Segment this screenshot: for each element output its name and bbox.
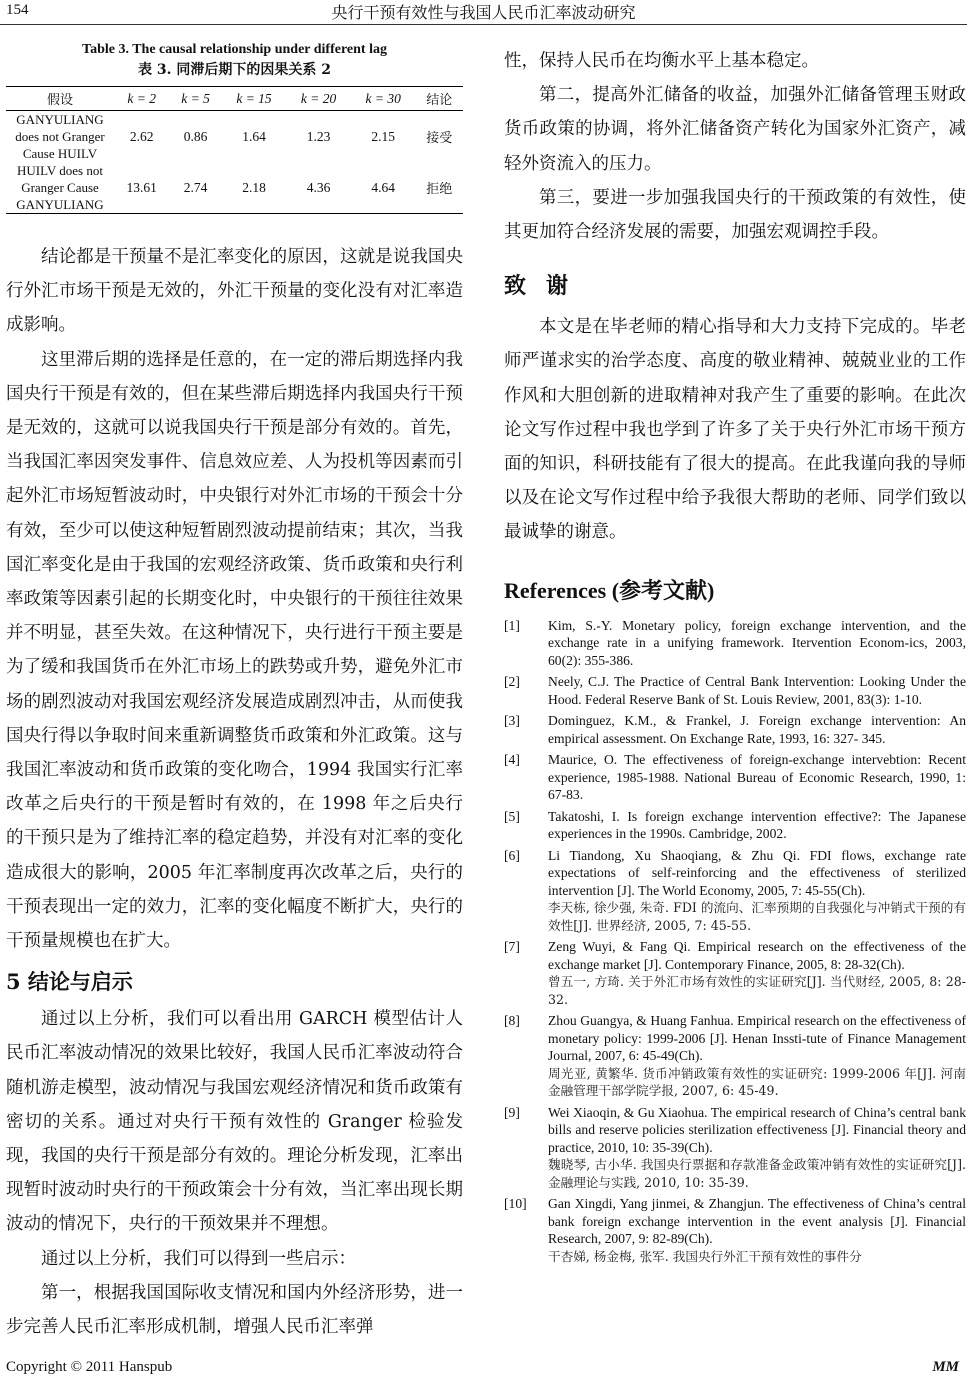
hypothesis-line: GANYULIANG <box>16 112 104 127</box>
col-lag: k = 2 <box>114 87 169 111</box>
running-title: 央行干预有效性与我国人民币汇率波动研究 <box>331 3 636 22</box>
paragraph: 这里滞后期的选择是任意的，在一定的滞后期选择内我国央行干预是有效的，但在某些滞后期选择内我国央行干预是无效的，这就可以说我国央行干预是部分有效的。首先，当我国汇率因突发事件、信息效应差、人为投机等因素而引起外汇市场短暂波动时，中央银行对外汇市场的干预会十分有效，至少可以使这种短暂剧烈波动提前结束；其次，当我国汇率变化是由于我国的宏观经济政策、货币政策和央行利率政策等因素引起的长期变化时，中央银行的干预往往效果并不明显，甚至失效。在这种情况下，央行进行干预主要是为了缓和我国货币在外汇市场上的跌势或升势，避免外汇市场的剧烈波动对我国宏观经济发展造成剧烈冲击，从而使我国央行得以争取时间来重新调整货币政策和外汇政策。这与我国汇率波动和货币政策的变化吻合，1994 我国实行汇率改革之后央行的干预是暂时有效的，在 1998 年之后央行的干预只是为了维持汇率的稳定趋势，并没有对汇率的变化造成很大的影响，2005 年汇率制度再次改革之后，央行的干预表现出一定的效力，汇率的变化幅度不断扩大，央行的干预量规模也在扩大。 <box>6 349 463 952</box>
reference-text: Kim, S.-Y. Monetary policy, foreign exchange intervention, and the exchange rate in a unifying framework. Itervention Econom-ics, 2003, 60(2): 355-386. <box>548 617 966 668</box>
references-heading <box>504 574 966 605</box>
reference-text-zh: 魏晓琴, 古小华. 我国央行票据和存款准备金政策冲销有效性的实证研究[J]. 金融理论与实践, 2010, 10: 35-39. <box>548 1157 966 1190</box>
reference-item <box>504 938 966 1008</box>
acknowledgement-heading: 致谢 <box>504 273 589 300</box>
reference-text: Wei Xiaoqin, & Gu Xiaohua. The empirical research of China’s central bank bills and reserve policies sterilization effectiveness [J]. Financial theory and practice, 2010, 10: 35-39(Ch). <box>548 1104 966 1155</box>
hypothesis-line: Granger Cause <box>21 180 99 195</box>
reference-item <box>504 847 966 935</box>
acknowledgement-text: 本文是在毕老师的精心指导和大力支持下完成的。毕老师严谨求实的治学态度、高度的敬业精神、兢兢业业的工作作风和大胆创新的进取精神对我产生了重要的影响。在此次论文写作过程中我也学到了许多了关于央行外汇市场干预方面的知识，科研技能有了很大的提高。在此我谨向我的导师以及在论文写作过程中给予我很大帮助的老师、同学们致以最诚挚的谢意。 <box>504 317 966 543</box>
causality-table <box>6 86 463 214</box>
reference-text: Zhou Guangya, & Huang Fanhua. Empirical research on the effectiveness of monetary policy: 1999-2006 [J]. Henan Inssti-tute of Finance Management Journal, 2007, 6: 45-49(Ch). <box>548 1013 966 1064</box>
references-heading-en: References ( <box>504 577 620 603</box>
paragraph: 通过以上分析，我们可以看出用 GARCH 模型估计人民币汇率波动情况的效果比较好，我国人民币汇率波动符合随机游走模型，波动情况与我国宏观经济情况和货币政策有密切的关系。通过对央行干预有效性的 Granger 检验发现，我国的央行干预是部分有效的。理论分析发现，汇率出现暂时波动时央行的干预政策会十分有效，当汇率出现长期波动的情况下，央行的干预效果并不理想。 <box>6 1009 463 1235</box>
value-cell: 2.15 <box>371 128 395 144</box>
reference-number: [5] <box>504 808 520 824</box>
value-cell: 0.86 <box>183 128 208 144</box>
reference-item <box>504 673 966 708</box>
table-caption-zh: 表 3. 同滞后期下的因果关系 2 <box>138 62 331 78</box>
paragraph: 结论都是干预量不是汇率变化的原因，这就是说我国央行外汇市场干预是无效的，外汇干预量的变化没有对汇率造成影响。 <box>6 247 463 336</box>
paragraph: 性，保持人民币在均衡水平上基本稳定。 <box>504 51 819 71</box>
reference-text: Zeng Wuyi, & Fang Qi. Empirical research on the effectiveness of the exchange market [J]. Contemporary Finance, 2005, 8: 28-32(Ch). <box>548 939 966 972</box>
reference-text: Takatoshi, I. Is foreign exchange intervention effective?: The Japanese experiences in the 1990s. Cambridge, 2002. <box>548 808 966 842</box>
value-cell: 4.64 <box>351 162 416 214</box>
reference-item <box>504 1104 966 1192</box>
reference-text: Li Tiandong, Xu Shaoqiang, & Zhu Qi. FDI flows, exchange rate expectations of self-reinforcing and the effectiveness of sterilized intervention [J]. The World Economy, 2005, 7: 45-55(Ch). <box>548 847 966 898</box>
col-hypothesis: 假设 <box>6 87 114 111</box>
reference-item <box>504 1195 966 1265</box>
reference-text: Neely, C.J. The Practice of Central Bank Intervention: Looking Under the Hood. Federal Reserve Bank of St. Louis Review, 2001, 83(3): 1-10. <box>548 674 966 707</box>
page-number: 154 <box>6 2 29 18</box>
value-cell: 1.23 <box>306 128 331 144</box>
right-column <box>504 44 966 1269</box>
copyright-notice: Copyright © 2011 Hanspub <box>6 1359 173 1375</box>
table-caption-en: Table 3. The causal relationship under different lag <box>82 42 387 57</box>
reference-number: [4] <box>504 752 520 768</box>
hypothesis-cell <box>6 162 114 214</box>
references-heading-close: ) <box>707 577 715 603</box>
reference-number: [7] <box>504 939 520 955</box>
reference-number: [10] <box>504 1196 527 1212</box>
reference-text: Maurice, O. The effectiveness of foreign-exchange intervebtion: Recent experience, 1985-1988. National Bureau of Economic Research, 1990, 1: 67-83. <box>548 752 966 803</box>
reference-text-zh: 曾五一, 方琦. 关于外汇市场有效性的实证研究[J]. 当代财经, 2005, 8: 28-32. <box>548 974 966 1007</box>
value-cell: 1.64 <box>242 128 266 144</box>
reference-number: [3] <box>504 713 520 729</box>
reference-number: [9] <box>504 1104 520 1120</box>
references-heading-zh: 参考文献 <box>619 577 708 604</box>
reference-text-zh: 干杏娣, 杨金梅, 张军. 我国央行外汇干预有效性的事件分 <box>548 1248 862 1264</box>
paragraph: 通过以上分析，我们可以得到一些启示： <box>41 1248 356 1269</box>
reference-number: [1] <box>504 617 520 633</box>
col-lag: k = 20 <box>286 87 351 111</box>
journal-abbrev: MM <box>932 1359 959 1375</box>
paragraph: 第二，提高外汇储备的收益，加强外汇储备管理玉财政货币政策的协调，将外汇储备资产转化为国家外汇资产，减轻外资流入的压力。 <box>504 85 966 174</box>
reference-text: Gan Xingdi, Yang jinmei, & Zhangjun. The effectiveness of China’s central bank foreign exchange intervention in the event analysis [J]. Financial Research, 2007, 9: 82-89(Ch). <box>548 1196 966 1247</box>
col-conclusion: 结论 <box>415 87 463 111</box>
reference-number: [8] <box>504 1013 520 1029</box>
left-column <box>6 42 463 1344</box>
reference-text-zh: 周光亚, 黄繁华. 货币冲销政策有效性的实证研究: 1999-2006 年[J]. 河南金融管理干部学院学报, 2007, 6: 45-49. <box>548 1065 966 1099</box>
reference-text-zh: 李天栋, 徐少强, 朱奇. FDI 的流向、汇率预期的自我强化与冲销式干预的有效性[J]. 世界经济, 2005, 7: 45-55. <box>548 900 966 933</box>
col-lag: k = 5 <box>169 87 221 111</box>
reference-item <box>504 712 966 747</box>
table-row <box>6 162 463 214</box>
hypothesis-cell <box>6 111 114 163</box>
value-cell: 13.61 <box>114 162 169 214</box>
value-cell: 2.62 <box>129 128 154 144</box>
col-lag: k = 15 <box>222 87 287 111</box>
conclusion-cell: 接受 <box>426 131 453 146</box>
reference-item <box>504 751 966 804</box>
value-cell: 4.36 <box>286 162 351 214</box>
paragraph: 第一，根据我国国际收支情况和国内外经济形势，进一步完善人民币汇率形成机制，增强人民币汇率弹 <box>6 1282 463 1338</box>
reference-item <box>504 808 966 843</box>
hypothesis-line: GANYULIANG <box>16 197 104 212</box>
hypothesis-line: does not Granger <box>15 129 105 144</box>
reference-number: [2] <box>504 674 520 690</box>
reference-number: [6] <box>504 847 520 863</box>
header-rule <box>0 24 967 25</box>
reference-text: Dominguez, K.M., & Frankel, J. Foreign exchange intervention: An empirical assessment. On Exchange Rate, 1993, 16: 327- 345. <box>548 713 966 746</box>
table-header-row <box>6 87 463 111</box>
paragraph: 第三，要进一步加强我国央行的干预政策的有效性，使其更加符合经济发展的需要，加强宏观调控手段。 <box>504 187 966 243</box>
reference-item <box>504 617 966 670</box>
reference-item <box>504 1012 966 1100</box>
table-row <box>6 111 463 163</box>
section-heading: 5 结论与启示 <box>6 969 133 995</box>
value-cell: 2.74 <box>169 162 221 214</box>
col-lag: k = 30 <box>351 87 416 111</box>
value-cell: 2.18 <box>222 162 287 214</box>
hypothesis-line: Cause HUILV <box>22 146 98 161</box>
hypothesis-line: HUILV does not <box>17 163 103 178</box>
conclusion-cell: 拒绝 <box>415 162 463 214</box>
